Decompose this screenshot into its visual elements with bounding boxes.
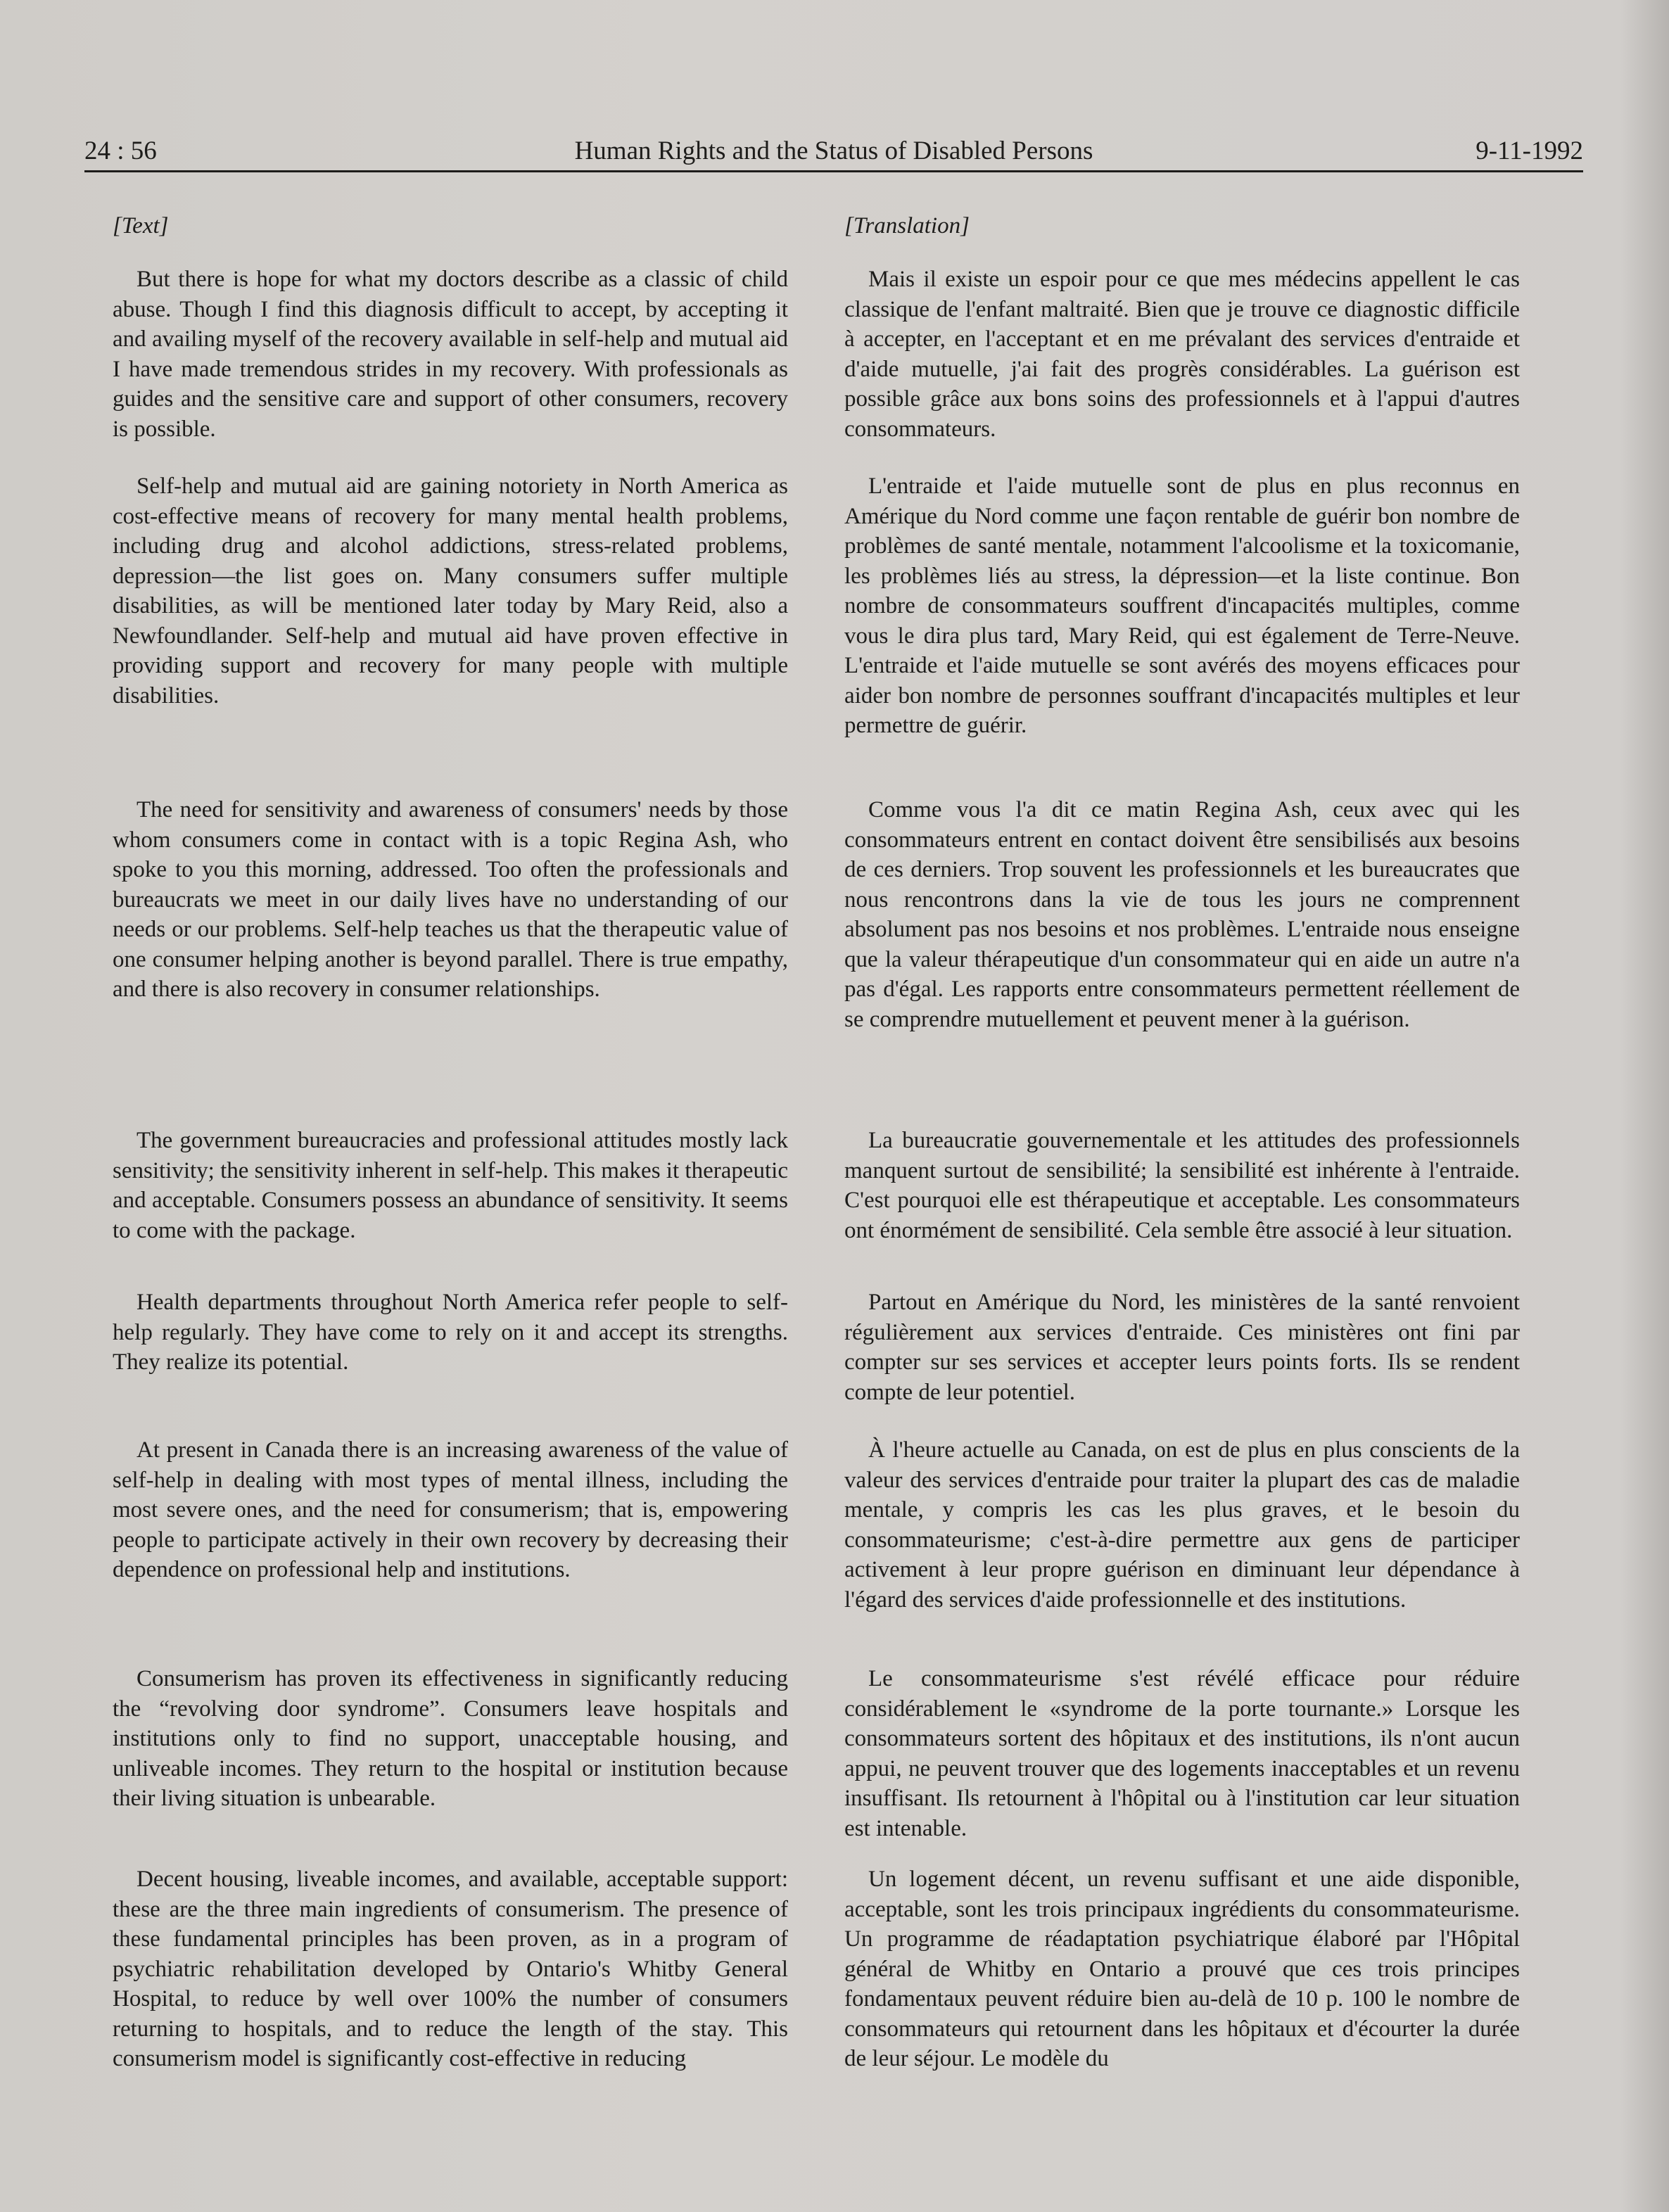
en-paragraph-5: Health departments throughout North America refer people to self-help regularly. They have come to rely on it and accept its strengths. They realize its potential.	[113, 1290, 788, 1375]
fr-paragraph-8: Un logement décent, un revenu suffisant et une aide disponible, acceptable, sont les trois principaux ingrédients du consommateurisme. Un programme de réadaptation psychiatrique élaboré par l'Hôpital général de Whitby en Ontario a prouvé que ces trois principes fondamentaux peuvent réduire bien au-delà de 10 p. 100 le nombre de consommateurs qui retournent dans les hôpitaux et d'écourter la durée de leur séjour. Le modèle du	[844, 1867, 1520, 2071]
fr-paragraph-2: L'entraide et l'aide mutuelle sont de plus en plus reconnus en Amérique du Nord comme une façon rentable de guérir bon nombre de problèmes de santé mentale, notamment l'alcoolisme et la toxicomanie, les problèmes liés au stress, la dépression—et la liste continue. Bon nombre de consommateurs souffrent d'incapacités multiples, comme vous le dira plus tard, Mary Reid, qui est également de Terre-Neuve. L'entraide et l'aide mutuelle se sont avérés des moyens efficaces pour aider bon nombre de personnes souffrant d'incapacités multiples et leur permettre de guérir.	[844, 473, 1520, 738]
header-date: 9-11-1992	[1476, 136, 1583, 165]
english-column	[113, 211, 788, 2071]
french-column	[844, 211, 1520, 2071]
en-paragraph-7: Consumerism has proven its effectiveness in significantly reducing the “revolving door syndrome”. Consumers leave hospitals and institutions only to find no support, unacceptable housing, and unliveable incomes. They return to the hospital or institution because their living situation is unbearable.	[113, 1666, 788, 1811]
en-paragraph-4: The government bureaucracies and professional attitudes mostly lack sensitivity; the sensitivity inherent in self-help. This makes it therapeutic and acceptable. Consumers possess an abundance of sensitivity. It seems to come with the package.	[113, 1128, 788, 1243]
en-paragraph-3: The need for sensitivity and awareness of consumers' needs by those whom consumers come in contact with is a topic Regina Ash, who spoke to you this morning, addressed. Too often the professionals and bureaucrats we meet in our daily lives have no understanding of our needs or our problems. Self-help teaches us that the therapeutic value of one consumer helping another is beyond parallel. There is true empathy, and there is also recovery in consumer relationships.	[113, 797, 788, 1002]
fr-paragraph-5: Partout en Amérique du Nord, les ministères de la santé renvoient régulièrement aux services d'entraide. Ces ministères ont fini par compter sur ses services et accepter leurs points forts. Ils se rendent compte de leur potentiel.	[844, 1290, 1520, 1405]
translation-label: [Translation]	[844, 213, 970, 239]
fr-paragraph-7: Le consommateurisme s'est révélé efficace pour réduire considérablement le «syndrome de la porte tournante.» Lorsque les consommateurs sortent des hôpitaux et des institutions, ils n'ont aucun appui, ne peuvent trouver que des logements inacceptables et un revenu insuffisant. Ils retournent à l'hôpital ou à l'institution car leur situation est intenable.	[844, 1666, 1520, 1841]
running-header	[84, 134, 1583, 169]
en-paragraph-6: At present in Canada there is an increasing awareness of the value of self-help in dealing with most types of mental illness, including the most severe ones, and the need for consumerism; that is, empowering people to participate actively in their own recovery by decreasing their dependence on professional help and institutions.	[113, 1437, 788, 1582]
fr-paragraph-4: La bureaucratie gouvernementale et les attitudes des professionnels manquent surtout de sensibilité; la sensibilité est inhérente à l'entraide. C'est pourquoi elle est thérapeutique et acceptable. Les consommateurs ont énormément de sensibilité. Cela semble être associé à leur situation.	[844, 1128, 1520, 1243]
en-paragraph-1: But there is hope for what my doctors describe as a classic of child abuse. Though I find this diagnosis difficult to accept, by accepting it and availing myself of the recovery available in self-help and mutual aid I have made tremendous strides in my recovery. With professionals as guides and the sensitive care and support of other consumers, recovery is possible.	[113, 267, 788, 442]
page-number: 24 : 56	[84, 136, 157, 165]
fr-paragraph-3: Comme vous l'a dit ce matin Regina Ash, ceux avec qui les consommateurs entrent en contact doivent être sensibilisés aux besoins de ces derniers. Trop souvent les professionnels et les bureaucrates que nous rencontrons dans la vie de tous les jours ne comprennent absolument pas nos besoins et nos problèmes. L'entraide nous enseigne que la valeur thérapeutique d'un consommateur qui en aide un autre n'a pas d'égal. Les rapports entre consommateurs permettent réellement de se comprendre mutuellement et peuvent mener à la guérison.	[844, 797, 1520, 1032]
en-paragraph-8: Decent housing, liveable incomes, and available, acceptable support: these are the three main ingredients of consumerism. The presence of these fundamental principles has been proven, as in a program of psychiatric rehabilitation developed by Ontario's Whitby General Hospital, to reduce by well over 100% the number of consumers returning to hospitals, and to reduce the length of the stay. This consumerism model is significantly cost-effective in reducing	[113, 1867, 788, 2071]
header-rule	[84, 170, 1583, 172]
fr-paragraph-1: Mais il existe un espoir pour ce que mes médecins appellent le cas classique de l'enfant maltraité. Bien que je trouve ce diagnostic difficile à accepter, en l'acceptant et en me prévalant des services d'entraide et d'aide mutuelle, j'ai fait des progrès considérables. La guérison est possible grâce aux bons soins des professionnels et à l'appui d'autres consommateurs.	[844, 267, 1520, 442]
text-label: [Text]	[113, 213, 169, 239]
fr-paragraph-6: À l'heure actuelle au Canada, on est de plus en plus conscients de la valeur des services d'entraide pour traiter la plupart des cas de maladie mentale, y compris les cas les plus graves, et le besoin du consommateurisme; c'est-à-dire permettre aux gens de participer activement à leur propre guérison en diminuant leur dépendance à l'égard des services d'aide professionnelle et des institutions.	[844, 1437, 1520, 1613]
en-paragraph-2: Self-help and mutual aid are gaining notoriety in North America as cost-effective means of recovery for many mental health problems, including drug and alcohol addictions, stress-related problems, depression—the list goes on. Many consumers suffer multiple disabilities, as will be mentioned later today by Mary Reid, also a Newfoundlander. Self-help and mutual aid have proven effective in providing support and recovery for many people with multiple disabilities.	[113, 473, 788, 708]
page-edge-shadow	[1620, 0, 1669, 2212]
running-title: Human Rights and the Status of Disabled Persons	[574, 136, 1093, 165]
